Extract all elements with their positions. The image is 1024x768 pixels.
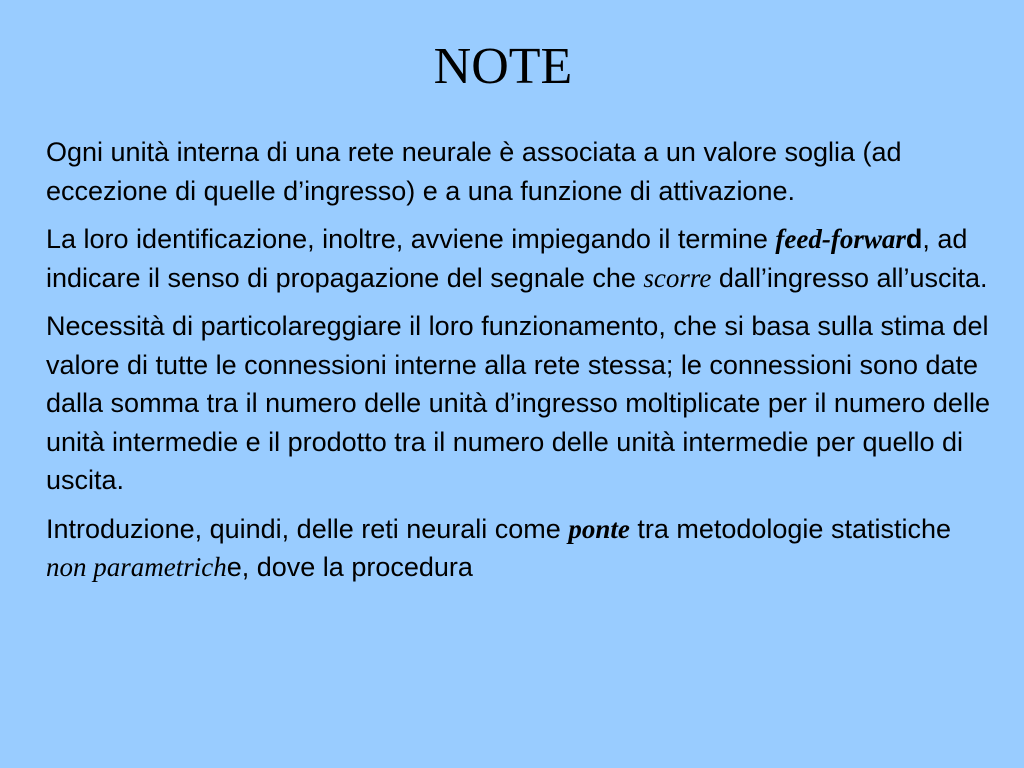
paragraph-2-text-f: dall’ingresso all’uscita. — [711, 262, 988, 293]
term-feed-forward: feed-forwar — [775, 224, 906, 254]
paragraph-4-text-e: e, dove la procedura — [226, 552, 473, 582]
paragraph-2-text-d: , ad indicare il senso di propagazione del segnale che — [46, 224, 968, 293]
term-ponte: ponte — [568, 513, 630, 544]
paragraph-2 — [46, 220, 996, 297]
paragraph-4-text-c: tra metodologie statistiche — [629, 513, 951, 544]
term-scorre: scorre — [643, 262, 712, 293]
paragraph-4-text-a: Introduzione, quindi, delle reti neurali come — [46, 513, 569, 544]
term-non-parametriche: non parametrich — [46, 552, 227, 582]
slide-title: NOTE — [433, 38, 573, 95]
paragraph-4 — [46, 510, 996, 587]
paragraph-1: Ogni unità interna di una rete neurale è associata a un valore soglia (ad eccezione di quelle d’ingresso) e a una funzione di attivazione. — [46, 137, 902, 206]
paragraph-3: Necessità di particolareggiare il loro funzionamento, che si basa sulla stima del valore di tutte le connessioni interne alla rete stessa; le connessioni sono date dalla somma tra il numero delle unità d’ingresso moltiplicate per il numero delle unità intermedie e il prodotto tra il numero delle unità intermedie per quello di uscita. — [46, 311, 990, 495]
slide-body — [46, 133, 996, 597]
term-feed-forward-end: d — [905, 224, 923, 254]
paragraph-2-text-a: La loro identificazione, inoltre, avviene impiegando il termine — [46, 224, 776, 254]
